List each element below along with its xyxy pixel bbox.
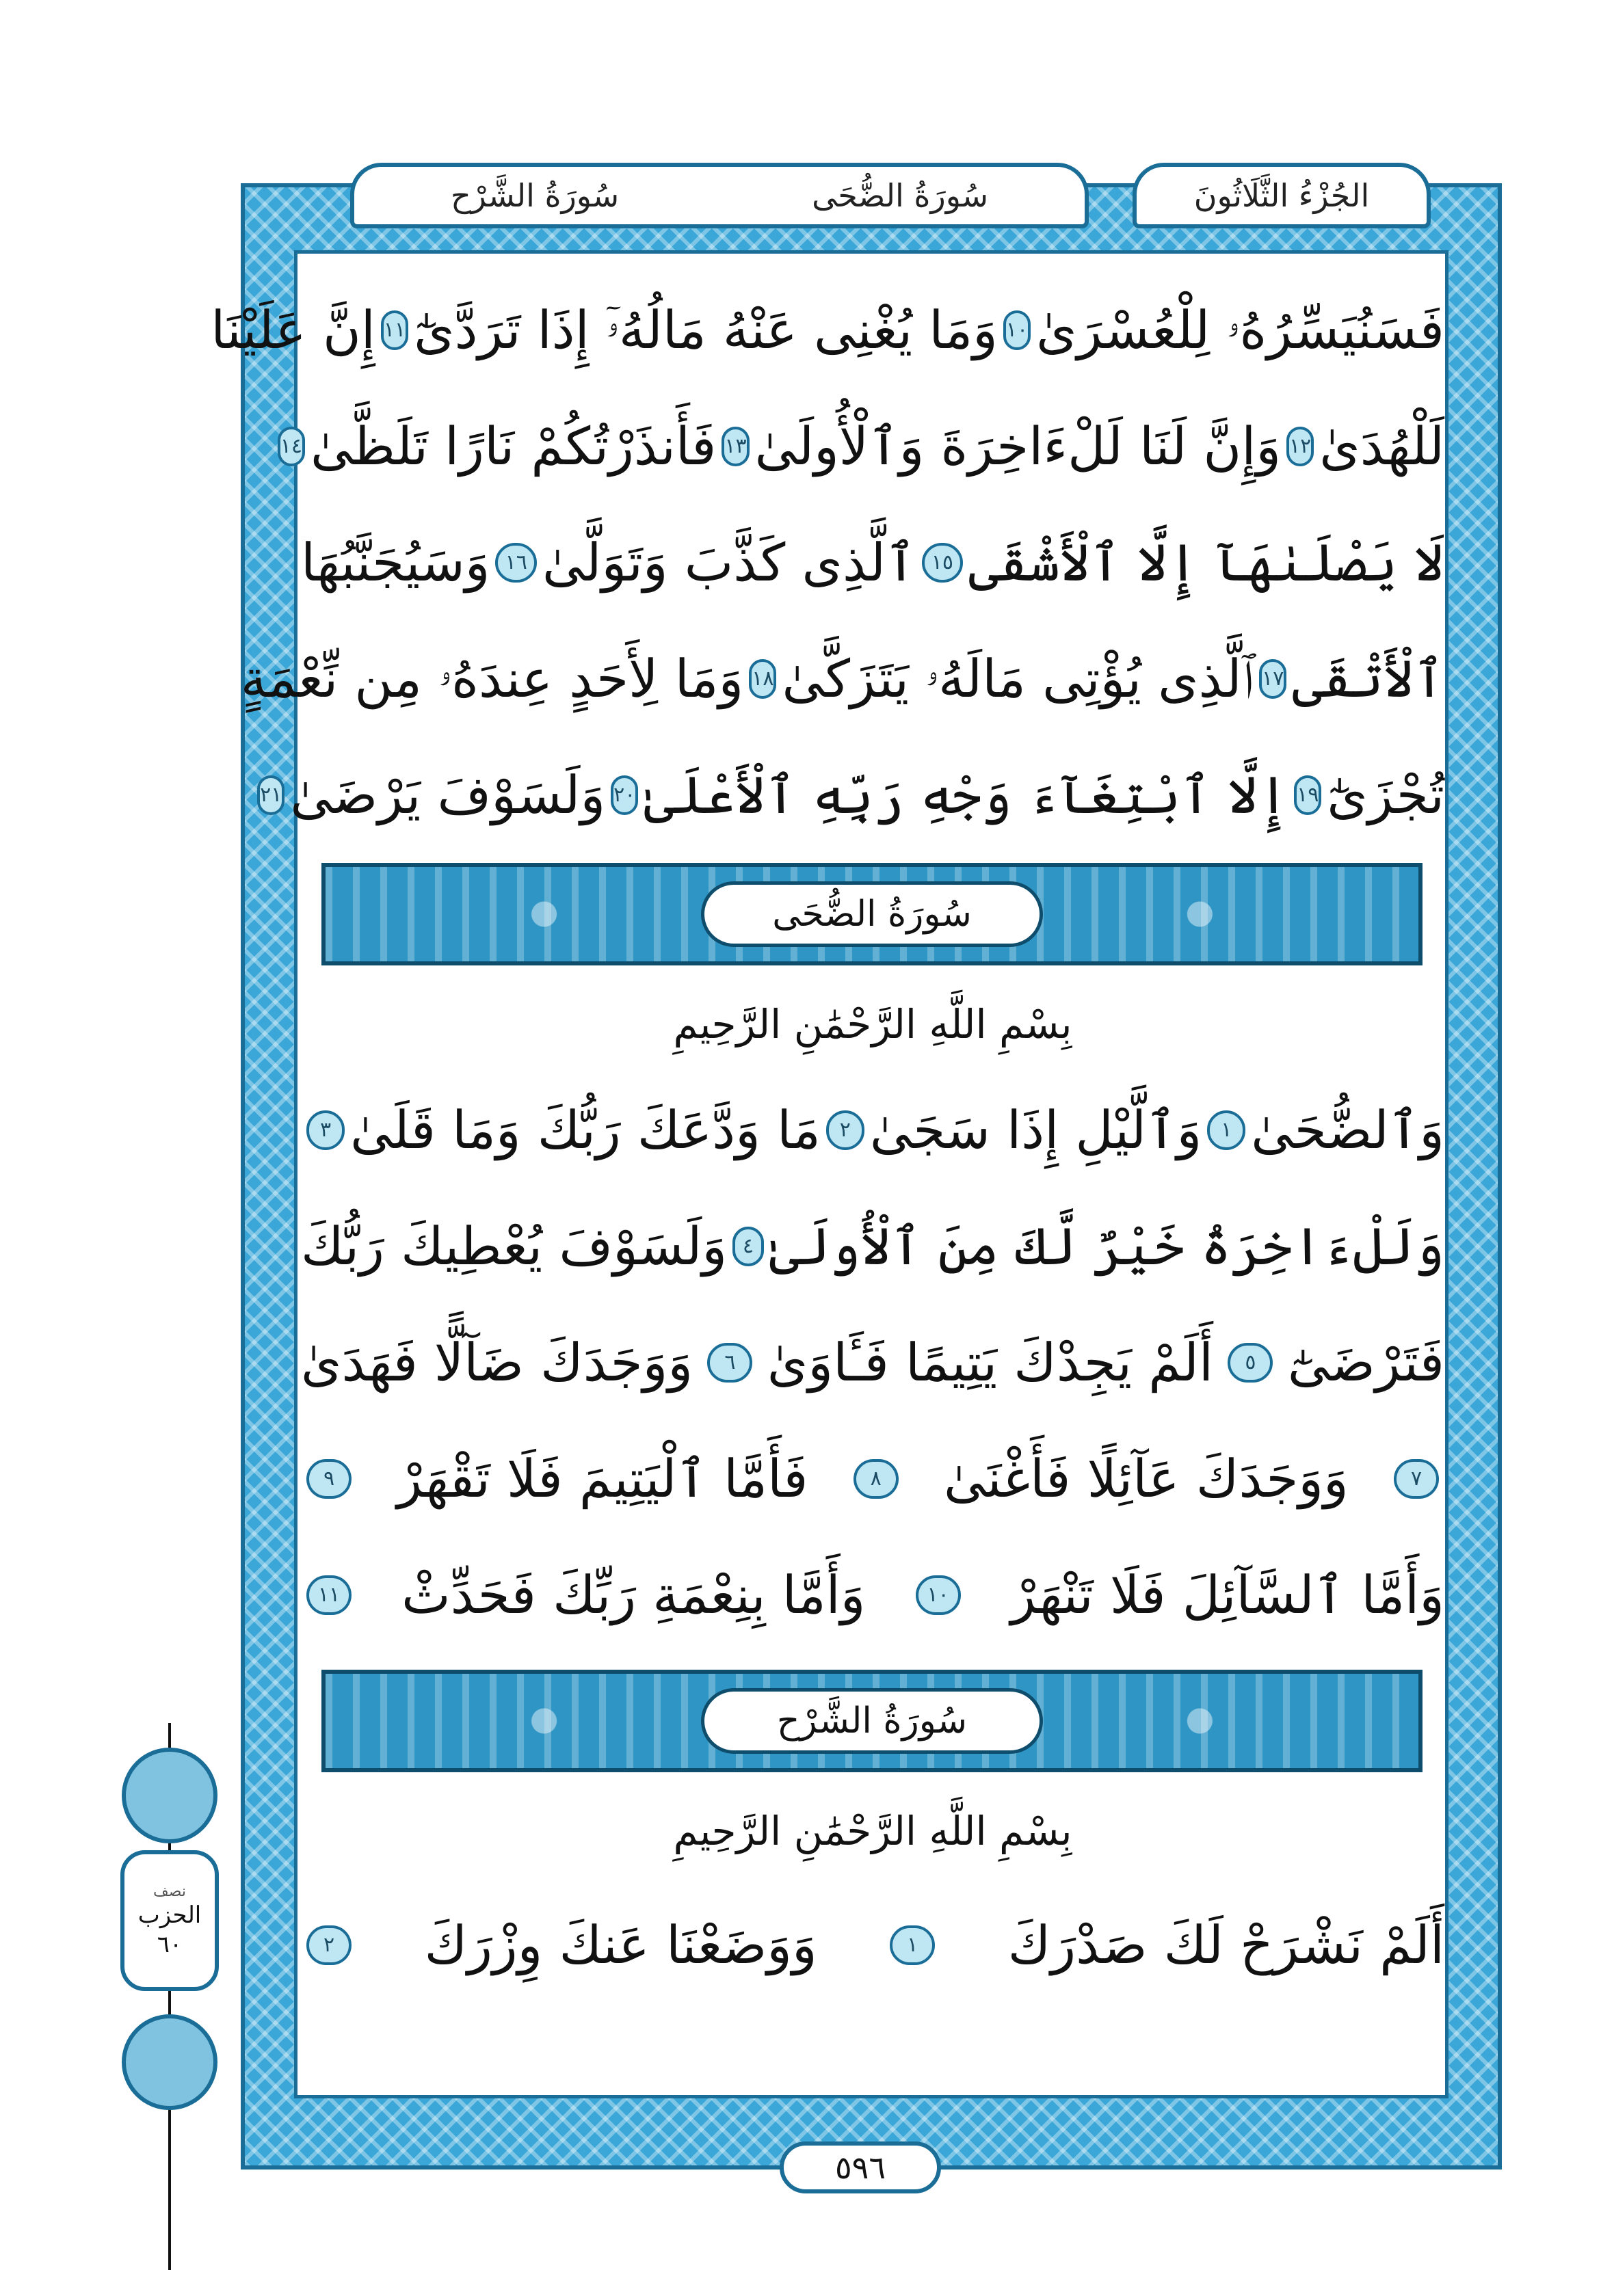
verse-text: ٱلْأَتْقَى [1292, 648, 1444, 709]
verse-text: وَسَيُجَنَّبُهَا [301, 532, 490, 593]
ayah-marker: ٩ [306, 1459, 352, 1499]
page-number: ٥٩٦ [780, 2141, 941, 2193]
verse-text: وَٱلَّيْلِ إِذَا سَجَىٰ [869, 1099, 1202, 1160]
surah-header-name-2: سُورَةُ الشَّرْح [450, 177, 620, 214]
verse-text: أَلَمْ يَجِدْكَ يَتِيمًا فَـَٔاوَىٰ [767, 1332, 1214, 1393]
verse-text: إِلَّا ٱبْتِغَآءَ وَجْهِ رَبِّهِ ٱلْأَعْلَىٰ [644, 764, 1289, 825]
verse-text: ٱلَّذِى كَذَّبَ وَتَوَلَّىٰ [542, 532, 916, 593]
surah-title: سُورَةُ الضُّحَى [701, 881, 1043, 947]
ayah-marker: ١١ [306, 1575, 352, 1615]
verse-text: فَسَنُيَسِّرُهُۥ لِلْعُسْرَىٰ [1036, 299, 1444, 360]
verse-text: أَلَمْ نَشْرَحْ لَكَ صَدْرَكَ [1007, 1914, 1444, 1975]
hizb-medallion-icon [122, 2014, 217, 2110]
verse-text: ٱلَّذِى يُؤْتِى مَالَهُۥ يَتَزَكَّىٰ [782, 648, 1254, 709]
verse-line [301, 1079, 1444, 1182]
surah-header [350, 163, 1089, 228]
verse-line [260, 744, 1444, 846]
surah-banner [321, 863, 1423, 965]
ayah-marker: ١٥ [922, 543, 964, 583]
ayah-marker: ١ [890, 1925, 935, 1965]
verse-text: تُجْزَىٰٓ [1327, 764, 1444, 825]
ayah-marker: ١٩ [1294, 775, 1321, 815]
verse-line [301, 1311, 1444, 1414]
ayah-marker: ٧ [1394, 1459, 1439, 1499]
basmala: بِسْمِ اللَّهِ الرَّحْمَٰنِ الرَّحِيمِ [673, 1001, 1072, 1047]
verse-line [301, 1894, 1444, 1997]
verse-text: وَإِنَّ لَنَا لَلْءَاخِرَةَ وَٱلْأُولَىٰ [754, 416, 1282, 477]
basmala: بِسْمِ اللَّهِ الرَّحْمَٰنِ الرَّحِيمِ [673, 1808, 1072, 1854]
surah-title: سُورَةُ الشَّرْح [701, 1688, 1043, 1754]
ayah-marker: ١٠ [1003, 310, 1031, 350]
verse-text: فَأَنذَرْتُكُمْ نَارًا تَلَظَّىٰ [310, 416, 717, 477]
ayah-marker: ٢ [826, 1110, 864, 1150]
verse-text: لَلْهُدَىٰ [1319, 416, 1444, 477]
verse-text: فَتَرْضَىٰٓ [1287, 1332, 1444, 1393]
juz-header [1133, 163, 1431, 228]
juz-name: الجُزْءُ الثَّلَاثُونَ [1193, 177, 1370, 214]
ayah-marker: ١٨ [749, 659, 776, 699]
verse-text: وَمَا يُغْنِى عَنْهُ مَالُهُۥٓ إِذَا تَرَدَّىٰٓ [414, 299, 998, 360]
ayah-marker: ٦ [707, 1343, 752, 1383]
hizb-marker [120, 1850, 219, 1991]
hizb-fraction: نصف [153, 1882, 186, 1900]
verse-text: وَٱلضُّحَىٰ [1251, 1099, 1444, 1160]
ayah-marker: ١٤ [278, 427, 305, 466]
ayah-marker: ١ [1207, 1110, 1245, 1150]
verse-line [301, 511, 1444, 614]
verse-text: وَأَمَّا ٱلسَّآئِلَ فَلَا تَنْهَرْ [1010, 1564, 1444, 1625]
ayah-marker: ٢٠ [611, 775, 638, 815]
hizb-medallion-icon [122, 1748, 217, 1843]
ayah-marker: ٢١ [257, 775, 285, 815]
ayah-marker: ٣ [306, 1110, 345, 1150]
verse-text: وَوَجَدَكَ ضَآلًّا فَهَدَىٰ [301, 1332, 693, 1393]
verse-text: وَمَا لِأَحَدٍ عِندَهُۥ مِن نِّعْمَةٍ [240, 648, 744, 709]
verse-text: وَلَلْءَاخِرَةُ خَيْرٌ لَّكَ مِنَ ٱلْأُولَىٰ [769, 1216, 1444, 1277]
hizb-label-text: الحزب [137, 1901, 202, 1930]
ayah-marker: ٨ [854, 1459, 899, 1499]
verse-line [280, 395, 1444, 498]
surah-header-name-1: سُورَةُ الضُّحَى [812, 177, 989, 214]
verse-text: لَا يَصْلَىٰهَآ إِلَّا ٱلْأَشْقَى [968, 532, 1444, 593]
ayah-marker: ٥ [1228, 1343, 1273, 1383]
ayah-marker: ١١ [381, 310, 408, 350]
verse-line [211, 279, 1444, 382]
ayah-marker: ٢ [306, 1925, 352, 1965]
verse-line [240, 628, 1444, 730]
ayah-marker: ١٠ [916, 1575, 961, 1615]
verse-text: وَوَضَعْنَا عَنكَ وِزْرَكَ [424, 1914, 817, 1975]
verse-text: وَلَسَوْفَ يُعْطِيكَ رَبُّكَ [301, 1216, 728, 1277]
verse-text: وَوَجَدَكَ عَآئِلًا فَأَغْنَىٰ [943, 1448, 1349, 1509]
verse-text: فَأَمَّا ٱلْيَتِيمَ فَلَا تَقْهَرْ [397, 1448, 808, 1509]
verse-line [301, 1195, 1444, 1298]
verse-text: مَا وَدَّعَكَ رَبُّكَ وَمَا قَلَىٰ [350, 1099, 821, 1160]
verse-line [301, 1544, 1444, 1646]
ayah-marker: ٤ [732, 1227, 764, 1266]
ayah-marker: ١٧ [1259, 659, 1286, 699]
ayah-marker: ١٣ [722, 427, 749, 466]
hizb-number: ٦٠ [157, 1930, 183, 1958]
verse-text: وَأَمَّا بِنِعْمَةِ رَبِّكَ فَحَدِّثْ [401, 1564, 866, 1625]
verse-text: وَلَسَوْفَ يَرْضَىٰ [290, 764, 606, 825]
surah-banner [321, 1670, 1423, 1772]
verse-text: إِنَّ عَلَيْنَا [211, 299, 375, 360]
ayah-marker: ١٢ [1286, 427, 1314, 466]
verse-line [301, 1428, 1444, 1530]
ayah-marker: ١٦ [495, 543, 537, 583]
